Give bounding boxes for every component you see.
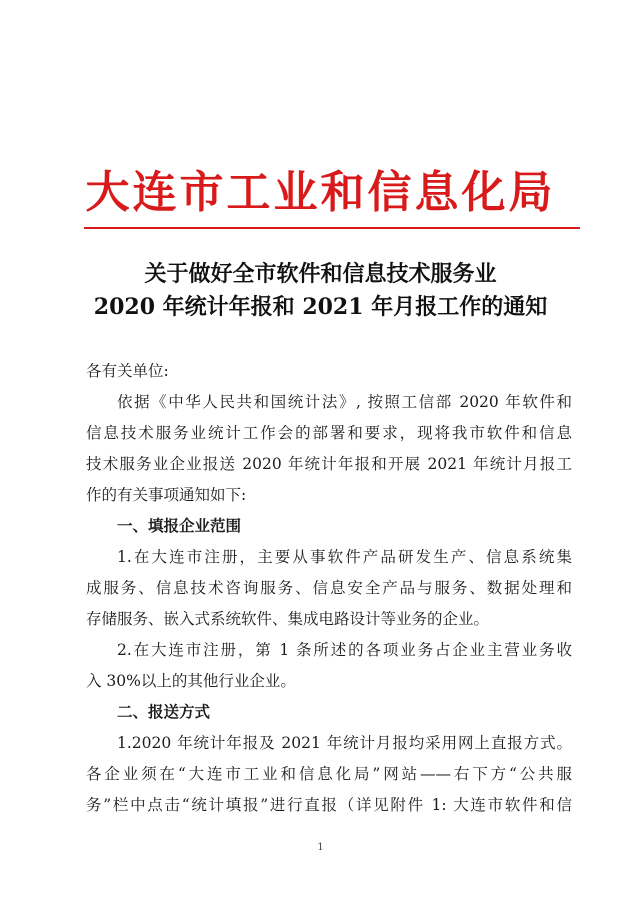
paragraph-line: 作的有关事项通知如下:: [86, 486, 247, 504]
paragraph-line: 1.2020 年统计年报及 2021 年统计月报均采用网上直报方式。: [117, 734, 572, 752]
section-heading-2: 二、报送方式: [117, 703, 211, 721]
page-number: 1: [317, 842, 324, 853]
paragraph-line: 信息技术服务业统计工作会的部署和要求，现将我市软件和信息: [86, 424, 572, 442]
paragraph-line: 务”栏中点击“统计填报”进行直报（详见附件 1: 大连市软件和信: [86, 796, 572, 814]
paragraph-line: 技术服务业企业报送 2020 年统计年报和开展 2021 年统计月报工: [86, 455, 572, 473]
paragraph-line: 1.在大连市注册，主要从事软件产品研发生产、信息系统集: [117, 548, 572, 566]
section-heading-1: 一、填报企业范围: [117, 517, 242, 535]
document-body: [86, 356, 572, 821]
paragraph-line: 各企业须在“大连市工业和信息化局”网站——右下方“公共服: [86, 765, 572, 783]
paragraph-line: 2.在大连市注册，第 1 条所述的各项业务占企业主营业务收: [117, 641, 572, 659]
red-divider-line: [84, 227, 580, 229]
paragraph-line: 入 30%以上的其他行业企业。: [86, 672, 296, 690]
paragraph-line: 依据《中华人民共和国统计法》, 按照工信部 2020 年软件和: [117, 393, 572, 411]
salutation: 各有关单位:: [86, 362, 169, 380]
paragraph-line: 成服务、信息技术咨询服务、信息安全产品与服务、数据处理和: [86, 579, 572, 597]
doc-title-line-2: 2020 年统计年报和 2021 年月报工作的通知: [93, 294, 548, 320]
doc-title-line-1: 关于做好全市软件和信息技术服务业: [144, 261, 497, 287]
paragraph-line: 存储服务、嵌入式系统软件、集成电路设计等业务的企业。: [86, 610, 490, 628]
org-letterhead: 大连市工业和信息化局: [85, 167, 556, 218]
